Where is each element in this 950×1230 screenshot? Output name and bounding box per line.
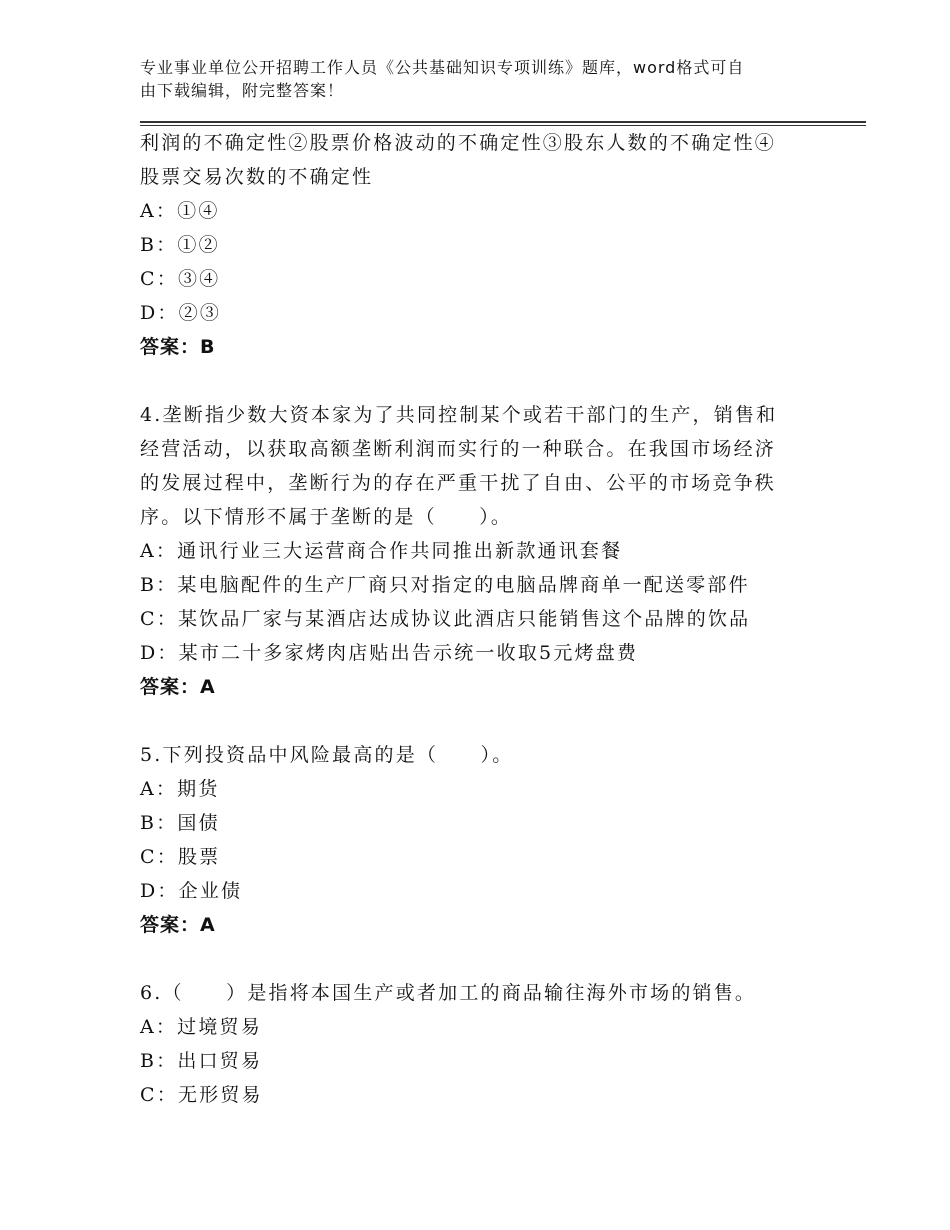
option-d: D：企业债 [140, 880, 243, 902]
option-c: C：无形贸易 [140, 1084, 263, 1106]
spacer [140, 704, 840, 738]
page-header [140, 56, 810, 102]
question-6 [140, 976, 840, 1112]
question-stem-line: 6.（ ）是指将本国生产或者加工的商品输往海外市场的销售。 [140, 982, 757, 1004]
option-c: C：股票 [140, 846, 221, 868]
question-stem-line: 5.下列投资品中风险最高的是（ ）。 [140, 744, 514, 766]
option-a: A：通讯行业三大运营商合作共同推出新款通讯套餐 [140, 540, 623, 562]
question-content [140, 126, 840, 1112]
option-a: A：期货 [140, 778, 220, 800]
question-stem-line: 4.垄断指少数大资本家为了共同控制某个或若干部门的生产，销售和 [140, 404, 778, 426]
question-stem-line: 的发展过程中，垄断行为的存在严重干扰了自由、公平的市场竞争秩 [140, 472, 777, 494]
header-line-1: 专业事业单位公开招聘工作人员《公共基础知识专项训练》题库，word格式可自 [140, 58, 745, 77]
question-5 [140, 738, 840, 942]
option-b: B：出口贸易 [140, 1050, 263, 1072]
option-d: D：某市二十多家烤肉店贴出告示统一收取5元烤盘费 [140, 642, 639, 664]
spacer [140, 364, 840, 398]
option-b: B：国债 [140, 812, 220, 834]
question-stem-line: 序。以下情形不属于垄断的是（ ）。 [140, 506, 513, 528]
answer-label: 答案：A [140, 676, 216, 698]
option-d: D：②③ [140, 302, 222, 324]
question-stem-line: 经营活动，以获取高额垄断利润而实行的一种联合。在我国市场经济 [140, 438, 777, 460]
answer-label: 答案：A [140, 914, 216, 936]
option-c: C：③④ [140, 268, 221, 290]
option-a: A：①④ [140, 200, 220, 222]
question-4 [140, 398, 840, 704]
answer-label: 答案：B [140, 336, 216, 358]
spacer [140, 942, 840, 976]
option-a: A：过境贸易 [140, 1016, 262, 1038]
option-c: C：某饮品厂家与某酒店达成协议此酒店只能销售这个品牌的饮品 [140, 608, 751, 630]
question-stem-line: 利润的不确定性②股票价格波动的不确定性③股东人数的不确定性④ [140, 132, 777, 154]
option-b: B：某电脑配件的生产厂商只对指定的电脑品牌商单一配送零部件 [140, 574, 750, 596]
header-line-2: 由下载编辑，附完整答案！ [140, 81, 345, 100]
option-b: B：①② [140, 234, 220, 256]
question-stem-line: 股票交易次数的不确定性 [140, 166, 374, 188]
question-3 [140, 126, 840, 364]
